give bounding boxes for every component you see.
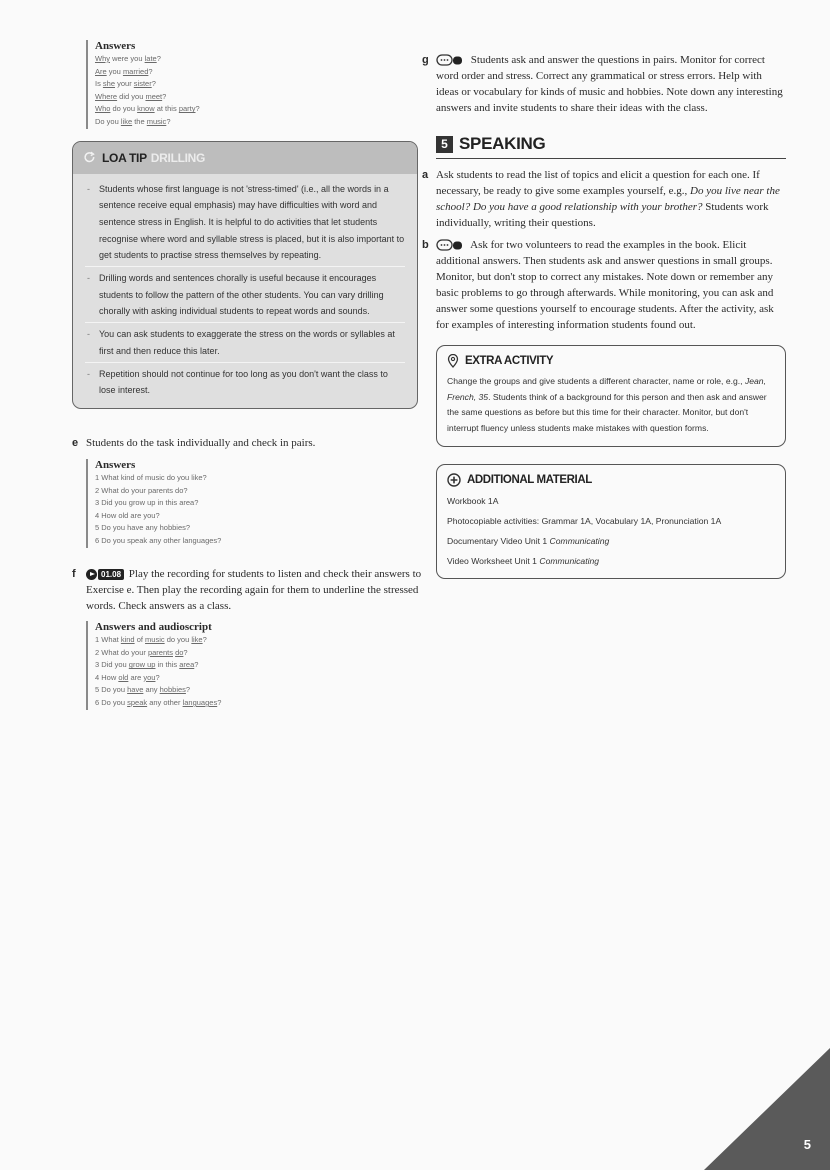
stressed-word: area: [179, 660, 195, 670]
answer-line: [95, 78, 422, 91]
exercise-f-answers: [86, 621, 422, 710]
stressed-word: she: [102, 79, 116, 89]
intro-answers: [86, 40, 422, 129]
answer-text: at this: [154, 104, 179, 114]
exercise-letter: f: [72, 567, 76, 580]
answer-text: are: [128, 672, 144, 682]
answer-text: ?: [217, 698, 222, 707]
right-column: [422, 52, 786, 579]
extra-activity-header: [447, 354, 775, 368]
answer-text: any: [143, 685, 160, 695]
exercise-a: [422, 167, 786, 231]
answer-line: [95, 91, 422, 104]
answer-text: 4 How: [95, 672, 119, 682]
audio-play-button[interactable]: [86, 566, 124, 582]
material-line: Photocopiable activities: Grammar 1A, Vocabulary 1A, Pronunciation 1A: [447, 516, 722, 527]
extra-activity-text-start: Change the groups and give students a different character, name or role, e.g.,: [447, 376, 745, 386]
exercise-e-answers: [86, 459, 422, 548]
answers-title: Answers: [95, 459, 136, 471]
answer-text: ?: [166, 116, 171, 126]
material-line-text: Video Worksheet Unit 1: [447, 556, 540, 567]
refresh-icon: [83, 151, 96, 164]
tip-item: - Drilling words and sentences chorally is useful because it encourages students to follow the pattern of the other students. You can vary drilling chorally with asking individual students to repeat words and sounds.: [85, 270, 405, 320]
stressed-word: music: [145, 635, 165, 645]
divider: [85, 266, 405, 267]
stressed-word: Who: [95, 104, 111, 114]
exercise-letter: e: [72, 437, 79, 449]
stressed-word: have: [127, 685, 144, 695]
answer-line: 5 Do you have any hobbies?: [95, 523, 191, 533]
intro-answers-title: Answers: [95, 40, 136, 52]
answer-text: do you: [110, 104, 138, 114]
divider: [85, 322, 405, 323]
stressed-word: speak: [127, 698, 148, 707]
stressed-word: kind: [120, 635, 135, 645]
loa-tip-header: [73, 142, 417, 174]
exercise-letter: g: [422, 54, 429, 66]
material-line-italic: Communicating: [549, 536, 610, 547]
answer-line: [95, 66, 422, 79]
exercise-e-text: Students do the task individually and check in pairs.: [86, 437, 316, 449]
extra-activity-box: [436, 345, 786, 447]
answer-text: 1 What: [95, 635, 121, 645]
answer-text: do you: [164, 635, 192, 645]
answer-text: of: [134, 635, 146, 645]
exercise-e: [72, 435, 422, 451]
stressed-word: hobbies: [159, 685, 186, 695]
stressed-word: languages: [182, 698, 218, 707]
answer-text: ?: [194, 660, 199, 670]
answer-line: [95, 53, 422, 66]
exercise-letter: a: [422, 169, 429, 181]
answer-text: your: [115, 79, 134, 89]
answer-line: 1 What kind of music do you like?: [95, 473, 207, 482]
answer-text: 6 Do you: [95, 698, 128, 707]
stressed-word: Where: [95, 91, 118, 101]
answer-text: you: [106, 66, 123, 76]
exercise-b: [422, 237, 786, 333]
answer-text: ?: [148, 66, 153, 76]
material-line: [447, 555, 775, 568]
answer-text: ?: [183, 647, 188, 657]
additional-material-header: [447, 473, 775, 487]
answer-line: [95, 697, 422, 710]
pair-work-icon: [436, 54, 466, 67]
page-corner-triangle: [704, 1048, 830, 1170]
audioscript-list: [95, 634, 422, 710]
stressed-word: late: [144, 54, 157, 63]
play-icon: [86, 569, 97, 580]
section-number: 5: [436, 136, 453, 153]
answer-text: in this: [155, 660, 180, 670]
intro-answers-list: [95, 53, 422, 129]
answer-text: Do you: [95, 116, 121, 126]
answer-line: 6 Do you speak any other languages?: [95, 535, 222, 545]
answer-line: [95, 634, 422, 647]
answer-line: [95, 647, 422, 660]
answer-text: did you: [117, 91, 146, 101]
location-pin-icon: [447, 354, 459, 368]
left-column: [72, 40, 422, 718]
answer-text: ?: [195, 104, 200, 114]
divider: [85, 362, 405, 363]
exercise-b-text: Ask for two volunteers to read the examples in the book. Elicit additional answers. Then students ask and answer questions in small groups. Monitor, but don't stop to correct any mistakes. Note down or remember any basic problems to go through afterwards. While monitoring, you can ask and answer some questions yourself to encourage students. After the activity, ask for examples of interesting information students found out.: [436, 239, 774, 331]
answer-line: [95, 116, 422, 129]
stressed-word: party: [178, 104, 196, 114]
extra-activity-title: EXTRA ACTIVITY: [465, 355, 554, 367]
answer-text: ?: [155, 672, 160, 682]
stressed-word: Why: [95, 54, 110, 63]
exercise-a-text-end: Students work individually, writing their questions.: [436, 201, 769, 229]
answer-text: Is: [95, 79, 103, 89]
tip-item: - You can ask students to exaggerate the stress on the words or syllables at first and then reduce this later.: [85, 326, 405, 359]
plus-circle-icon: [447, 473, 461, 487]
speaking-section-header: [436, 134, 786, 159]
stressed-word: do: [175, 647, 184, 657]
stressed-word: Are: [95, 66, 107, 76]
stressed-word: like: [120, 116, 133, 126]
answer-text: 2 What do your: [95, 647, 148, 657]
exercise-letter: b: [422, 239, 429, 251]
answer-line: 4 How old are you?: [95, 510, 160, 520]
page-corner: [704, 1048, 830, 1170]
material-line-italic: Communicating: [539, 556, 600, 567]
stressed-word: meet: [145, 91, 163, 101]
stressed-word: you: [143, 672, 156, 682]
answer-text: ?: [162, 91, 167, 101]
tip-item: - Students whose first language is not 'stress-timed' (i.e., all the words in a sentence receive equal emphasis) may have difficulties with word and sentence stress in English. It is helpful to do activities that let students recognise where word and syllable stress is placed, but it is also important to get students to practise stress themselves by repeating.: [85, 181, 405, 265]
stressed-word: married: [122, 66, 149, 76]
loa-tip-body: [73, 174, 417, 408]
loa-tip-subtitle: DRILLING: [150, 150, 206, 165]
exercise-f-text: Play the recording for students to listen and check their answers to Exercise e. Then play the recording again for them to underline the stressed words. Check answers as a class.: [86, 567, 422, 613]
answer-text: ?: [202, 635, 207, 645]
stressed-word: grow up: [128, 660, 156, 670]
extra-activity-example: Jean, French, 35: [447, 376, 766, 402]
answers-title: Answers and audioscript: [95, 621, 212, 634]
group-work-icon: [436, 239, 466, 252]
exercise-g: [422, 52, 786, 116]
additional-material-box: [436, 464, 786, 579]
extra-activity-text-end: . Students think of a background for this person and then ask and answer the same questions as before but this time for their character. Monitor, but don't interrupt fluency unless students make mistakes with question forms.: [447, 391, 767, 433]
additional-material-title: ADDITIONAL MATERIAL: [467, 474, 592, 487]
answer-line: [95, 684, 422, 697]
answer-line: 3 Did you grow up in this area?: [95, 498, 199, 508]
answer-text: ?: [185, 685, 191, 695]
section-title: SPEAKING: [459, 134, 546, 153]
answer-line: [95, 672, 422, 685]
exercise-a-examples: Do you live near the school? Do you have a good relationship with your brother?: [436, 185, 780, 213]
answer-text: ?: [156, 54, 161, 63]
loa-tip-box: [72, 141, 418, 409]
stressed-word: know: [137, 104, 155, 114]
exercise-g-text: Students ask and answer the questions in pairs. Monitor for correct word order and stress. Correct any grammatical or stress errors. Help with ideas or vocabulary for kinds of music and hobbies. Note down any interesting answers and invite students to share their ideas with the class.: [436, 54, 783, 114]
answer-line: [95, 103, 422, 116]
answer-line: 2 What do your parents do?: [95, 485, 188, 495]
exercise-f: [72, 566, 422, 614]
material-line-text: Documentary Video Unit 1: [447, 536, 550, 547]
stressed-word: old: [118, 672, 129, 682]
exercise-a-text: Ask students to read the list of topics and elicit a question for each one. If necessary, be ready to give some examples yourself, e.g.,: [436, 169, 760, 197]
material-line: Workbook 1A: [447, 496, 499, 507]
page-number: 5: [803, 1137, 811, 1152]
material-line: [447, 535, 775, 548]
stressed-word: music: [146, 116, 167, 126]
audio-track-code: 01.08: [98, 569, 124, 580]
answer-text: were you: [110, 54, 145, 63]
answer-text: 3 Did you: [95, 660, 129, 670]
stressed-word: parents: [147, 647, 173, 657]
answer-line: [95, 659, 422, 672]
stressed-word: sister: [133, 79, 152, 89]
extra-activity-text: [447, 374, 775, 436]
stressed-word: like: [191, 635, 203, 645]
answer-text: the: [132, 116, 147, 126]
answer-text: 5 Do you: [95, 685, 128, 695]
answer-text: ?: [151, 79, 156, 89]
loa-tip-label: LOA TIP: [102, 150, 147, 165]
tip-item: - Repetition should not continue for too long as you don't want the class to lose interest.: [85, 366, 405, 399]
answer-text: any other: [147, 698, 183, 707]
